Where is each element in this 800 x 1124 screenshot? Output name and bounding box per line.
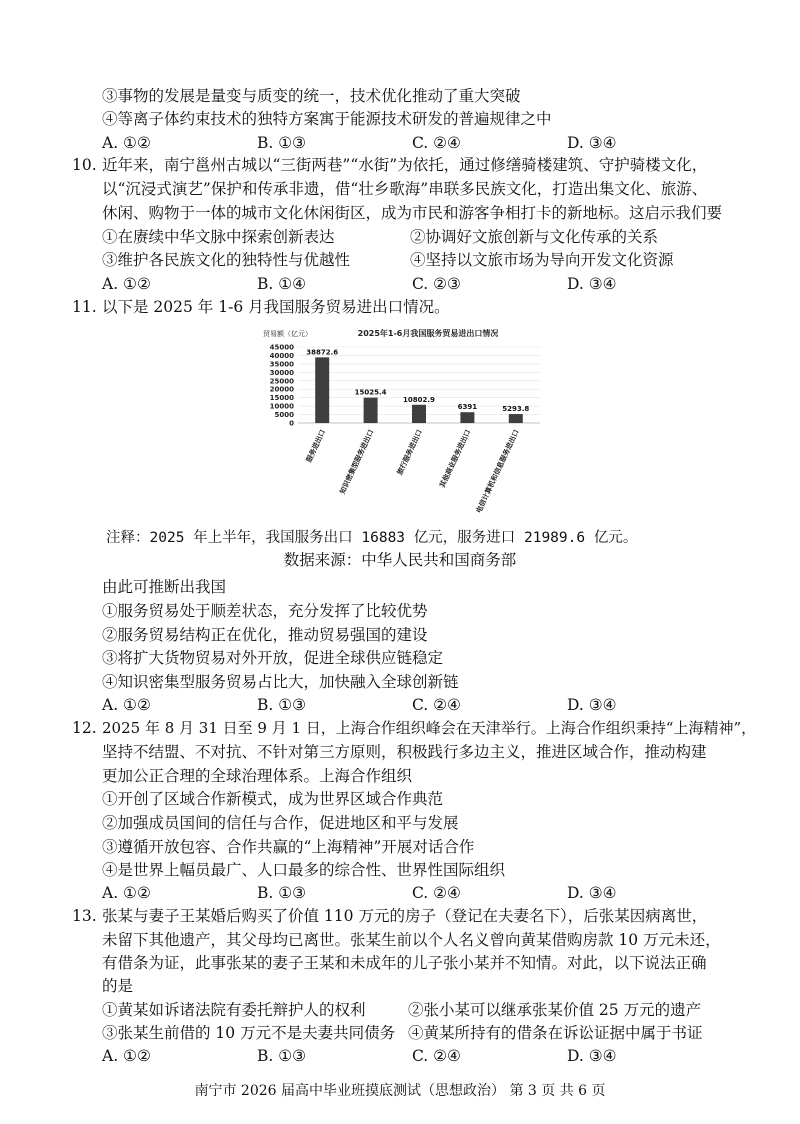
chart-value-label: 38872.6 [306, 348, 339, 357]
chart-category-label: 电信计算机和信息服务进出口 [474, 428, 521, 515]
q11-lead: 由此可推断出我国 [102, 578, 227, 596]
service-trade-chart [258, 320, 548, 520]
q11-statement-3: ③将扩大货物贸易对外开放，促进全球供应链稳定 [102, 649, 444, 667]
option-d: D. ③④ [567, 696, 617, 714]
q13-statement-2: ②张小某可以继承张某价值 25 万元的遗产 [408, 1001, 702, 1019]
q11-note: 注释：2025 年上半年，我国服务出口 16883 亿元，服务进口 21989.6 亿元。 [106, 530, 638, 546]
chart-value-label: 6391 [457, 403, 478, 412]
chart-bar [509, 414, 523, 423]
option-c: C. ②③ [412, 275, 461, 293]
q10-statement-1: ①在赓续中华文脉中探索创新表达 [102, 228, 335, 246]
q11-statement-1: ①服务贸易处于顺差状态，充分发挥了比较优势 [102, 602, 428, 620]
chart-category-label: 旅行服务进出口 [395, 428, 424, 477]
chart-ytick-label: 0 [289, 419, 294, 428]
q13-statement-3: ③张某生前借的 10 万元不是夫妻共同债务 [102, 1024, 396, 1042]
option-b: B. ①③ [257, 1047, 307, 1065]
chart-category-label: 知识密集型服务进出口 [338, 428, 376, 496]
option-b: B. ①③ [257, 696, 307, 714]
option-d: D. ③④ [567, 1047, 617, 1065]
chart-ytick-label: 10000 [269, 402, 294, 411]
chart-value-label: 10802.9 [403, 395, 435, 404]
option-b: B. ①③ [257, 884, 307, 902]
option-b: B. ①③ [257, 134, 307, 152]
chart-ytick-label: 30000 [269, 368, 294, 377]
q13-statement-4: ④黄某所持有的借条在诉讼证据中属于书证 [408, 1024, 703, 1042]
chart-ytick-label: 35000 [269, 360, 294, 369]
q10-statement-3: ③维护各民族文化的独特性与优越性 [102, 251, 351, 269]
chart-ytick-label: 5000 [274, 411, 294, 420]
q13-stem-line-1: 张某与妻子王某婚后购买了价值 110 万元的房子（登记在夫妻名下），后张某因病离世， [102, 907, 708, 925]
q13-statement-1: ①黄某如诉诸法院有委托辩护人的权利 [102, 1001, 366, 1019]
chart-value-label: 5293.8 [502, 405, 530, 414]
q11-number: 11. [72, 298, 97, 316]
q9-statement-3: ③事物的发展是量变与质变的统一，技术优化推动了重大突破 [102, 87, 521, 105]
option-c: C. ②④ [412, 134, 461, 152]
q10-stem-line-1: 近年来，南宁邕州古城以“三街两巷”“水街”为依托，通过修缮骑楼建筑、守护骑楼文化， [102, 156, 708, 174]
q13-number: 13. [72, 907, 97, 925]
chart-category-label: 其他商业服务进出口 [438, 428, 473, 489]
q9-statement-4: ④等离子体约束技术的独特方案寓于能源技术研发的普遍规律之中 [102, 110, 552, 128]
chart-value-label: 15025.4 [354, 388, 387, 397]
q12-stem-line-2: 坚持不结盟、不对抗、不针对第三方原则，积极践行多边主义，推进区域合作，推动构建 [102, 743, 707, 761]
chart-bar [412, 405, 426, 423]
chart-ytick-label: 40000 [269, 351, 294, 360]
q12-statement-3: ③遵循开放包容、合作共赢的“上海精神”开展对话合作 [102, 838, 475, 856]
q11-stem: 以下是 2025 年 1-6 月我国服务贸易进出口情况。 [102, 298, 450, 316]
option-a: A. ①② [102, 884, 151, 902]
chart-title: 2025年1-6月我国服务贸易进出口情况 [357, 329, 499, 338]
chart-category-label: 服务进出口 [304, 428, 328, 464]
q11-statement-4: ④知识密集型服务贸易占比大，加快融入全球创新链 [102, 673, 459, 691]
q11-source: 数据来源：中华人民共和国商务部 [283, 551, 517, 569]
q10-statement-2: ②协调好文旅创新与文化传承的关系 [410, 228, 659, 246]
option-d: D. ③④ [567, 275, 617, 293]
option-a: A. ①② [102, 134, 151, 152]
chart-ytick-label: 20000 [269, 385, 294, 394]
q12-stem-line-3: 更加公正合理的全球治理体系。上海合作组织 [102, 767, 413, 785]
option-c: C. ②④ [412, 884, 461, 902]
chart-bar [315, 357, 329, 423]
option-a: A. ①② [102, 1047, 151, 1065]
option-a: A. ①② [102, 275, 151, 293]
q13-stem-line-3: 有借条为证，此事张某的妻子王某和未成年的儿子张小某并不知情。对此，以下说法正确 [102, 954, 707, 972]
chart-bar [460, 412, 474, 423]
q12-statement-4: ④是世界上幅员最广、人口最多的综合性、世界性国际组织 [102, 861, 506, 879]
q12-stem-line-1: 2025 年 8 月 31 日至 9 月 1 日，上海合作组织峰会在天津举行。上海合作组织秉持“上海精神”， [102, 719, 757, 737]
page-footer: 南宁市 2026 届高中毕业班摸底测试（思想政治） 第 3 页 共 6 页 [194, 1083, 606, 1099]
q10-number: 10. [72, 156, 97, 174]
chart-ytick-label: 25000 [269, 377, 294, 386]
q12-number: 12. [72, 719, 97, 737]
q11-statement-2: ②服务贸易结构正在优化，推动贸易强国的建设 [102, 626, 428, 644]
chart-ylabel: 贸易额（亿元） [263, 330, 312, 338]
q10-statement-4: ④坚持以文旅市场为导向开发文化资源 [410, 251, 674, 269]
option-a: A. ①② [102, 696, 151, 714]
option-d: D. ③④ [567, 884, 617, 902]
q10-stem-line-2: 以“沉浸式演艺”保护和传承非遗，借“壮乡歌海”串联多民族文化，打造出集文化、旅游、 [102, 180, 708, 198]
q12-statement-1: ①开创了区域合作新模式，成为世界区域合作典范 [102, 790, 444, 808]
chart-ytick-label: 15000 [269, 394, 294, 403]
chart-ytick-label: 45000 [269, 343, 294, 352]
q10-stem-line-3: 休闲、购物于一体的城市文化休闲街区，成为市民和游客争相打卡的新地标。这启示我们要 [102, 204, 723, 222]
option-d: D. ③④ [567, 134, 617, 152]
option-c: C. ②④ [412, 1047, 461, 1065]
chart-bar [364, 398, 378, 423]
option-c: C. ②④ [412, 696, 461, 714]
q13-stem-line-4: 的是 [102, 977, 134, 995]
q13-stem-line-2: 未留下其他遗产，其父母均已离世。张某生前以个人名义曾向黄某借购房款 10 万元未还， [102, 931, 721, 949]
q12-statement-2: ②加强成员国间的信任与合作，促进地区和平与发展 [102, 814, 459, 832]
option-b: B. ①④ [257, 275, 307, 293]
